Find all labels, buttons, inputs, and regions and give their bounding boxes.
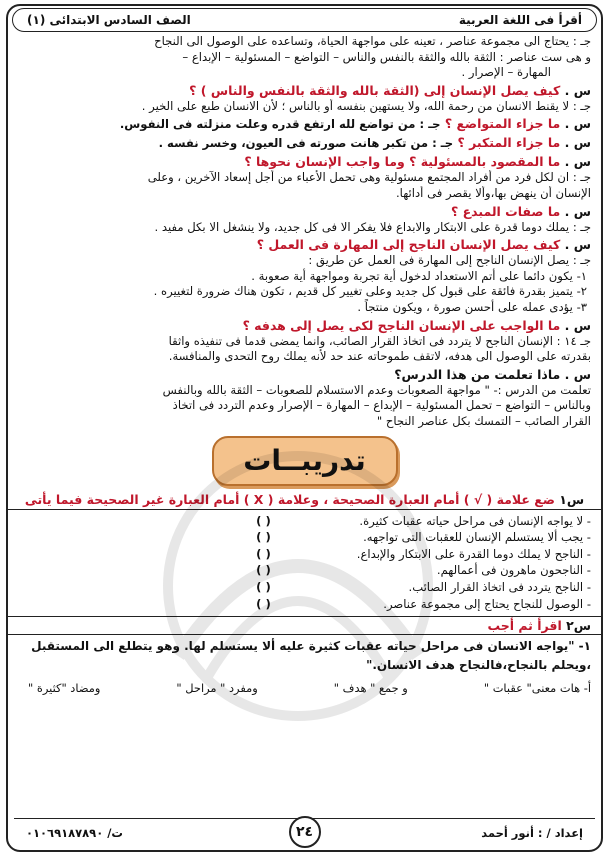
answer-box[interactable]: ( ): [256, 546, 271, 561]
question-marker: س .: [564, 237, 591, 253]
tf-statement: - الوصول للنجاح يحتاج إلى مجموعة عناصر.: [383, 596, 591, 611]
question-6: [18, 236, 591, 253]
question-4: [18, 153, 591, 170]
worksheet-page: [6, 4, 603, 852]
tf-item: [18, 546, 591, 563]
answer-2: جـ : من تواضع لله ارتفع قدره وعلت منزلته فى النفوس.: [119, 117, 441, 132]
answer-4-line-1: جـ : ان لكل فرد من أفراد المجتمع مسئولية وهى تحمل الأعباء من أجل إسعاد الآخرين ، وعلى: [147, 170, 591, 185]
answer-5: جـ : يملك دوما قدرة على الابتكار والابداع فلا يفكر الا فى كل جديد، ولا ينشغل الا بكل مفيد .: [154, 219, 591, 234]
page-number: ٢٤: [289, 816, 321, 848]
exercise-marker: س٢: [566, 617, 591, 633]
exercise-instruction: اقرأ ثم أجب: [487, 617, 562, 633]
exercise-marker: س١: [559, 491, 585, 507]
answer-box[interactable]: ( ): [256, 563, 271, 578]
question-text: ما جزاء المتكبر ؟: [457, 135, 561, 151]
question-2: [18, 115, 591, 133]
question-marker: س .: [564, 317, 591, 333]
subject-title: أقرأ فى اللغة العربية: [458, 13, 582, 27]
summary-line-3: القرار الصائب – التمسك بكل عناصر النجاح ": [376, 413, 591, 428]
grade-title: الصف السادس الابتدائى (١): [27, 13, 191, 27]
answer-box[interactable]: ( ): [256, 579, 271, 594]
intro-line-1: جـ : يحتاج الى مجموعة عناصر ، تعينه على مواجهة الحياة، وتساعده على الوصول الى النجاح: [154, 34, 591, 48]
question-5: [18, 203, 591, 220]
exercise-instruction: ضع علامة ( √ ) أمام العبارة الصحيحة ، وعلامة ( X ) أمام العبارة غير الصحيحة فيما يأتى: [24, 491, 555, 507]
page-footer: [14, 818, 595, 846]
phone-number: ت/ ٠١٠٦٩١٨٧٨٩٠: [26, 825, 123, 840]
question-marker: س .: [564, 366, 591, 382]
question-text: ما جزاء المتواضع ؟: [444, 116, 561, 132]
answer-box[interactable]: ( ): [256, 530, 271, 545]
vocab-singular: ومفرد " مراحل ": [176, 681, 258, 696]
answer-box[interactable]: ( ): [256, 513, 271, 528]
answer-7-line-2: بقدرته على الوصول الى هدفه، لاتقف طموحاته عند حد لأنه يملك روح التحدى والمنافسة.: [168, 349, 591, 364]
intro-line-3: المهارة – الإصرار .: [461, 65, 551, 80]
tf-statement: - يجب ألا يستسلم الإنسان للعقبات التى تواجهه.: [363, 530, 591, 545]
answer-6-item-1: ١- يكون دائما على أتم الاستعداد لدخول أية تجربة ومواجهة أية صعوبة .: [251, 268, 587, 283]
lesson-content: [8, 32, 601, 697]
answer-box[interactable]: ( ): [256, 596, 271, 611]
question-marker: س .: [564, 116, 591, 132]
answer-7-line-1: جـ ١٤ : الإنسان الناجح لا يتردد فى اتخاذ القرار الصائب، وانما يمضى قدما فى تنفيذه واثقا: [168, 333, 591, 348]
exercises-banner: تدريبــات: [212, 436, 398, 486]
true-false-list: [18, 513, 591, 613]
question-marker: س .: [564, 135, 591, 151]
tf-statement: - الناجح لا يملك دوما القدرة على الابتكار والإبداع.: [356, 546, 591, 561]
summary-line-1: تعلمت من الدرس :- " مواجهة الصعوبات وعدم الاستسلام للصعوبات – الثقة بالله وبالنفس: [162, 382, 591, 397]
vocabulary-questions: [18, 681, 591, 697]
tf-statement: - الناجح يتردد فى اتخاذ القرار الصائب.: [408, 579, 591, 594]
answer-6-intro: جـ : يصل الإنسان الناجح إلى المهارة فى العمل عن طريق :: [308, 253, 591, 268]
tf-item: [18, 563, 591, 580]
exercise-1-title: [8, 490, 601, 511]
author-credit: إعداد / : أنور أحمد: [481, 825, 583, 840]
question-marker: س .: [564, 82, 591, 98]
tf-statement: - الناجحون ماهرون فى أعمالهم.: [436, 563, 591, 578]
summary-line-2: وبالناس – التواضع – تحمل المسئولية – الإبداع – المهارة – الإصرار وعدم التردد فى اتخاذ: [172, 398, 591, 413]
question-text: ما صفات المبدع ؟: [450, 203, 561, 219]
tf-item: [18, 579, 591, 596]
answer-6-item-3: ٣- يؤدى عمله على أحسن صورة ، ويكون منتجاً .: [357, 299, 587, 314]
question-text: كيف يصل الإنسان إلى (الثقة بالله والثقة بالنفس والناس ) ؟: [189, 82, 561, 98]
question-1: [18, 82, 591, 99]
answer-4-line-2: الإنسان أن ينهض بها،وألا يقصر فى أدائها.: [396, 185, 591, 200]
question-text: ماذا تعلمت من هذا الدرس؟: [394, 366, 561, 382]
exercise-2-title: [8, 616, 601, 636]
question-8: [18, 366, 591, 383]
vocab-opposite: ومضاد "كثيرة ": [28, 681, 101, 696]
question-text: ما المقصود بالمسئولية ؟ وما واجب الإنسان نحوها ؟: [244, 154, 561, 170]
intro-line-2: و هى ست عناصر : الثقة بالله والثقة بالنفس والناس – التواضع – المسئولية – الإبداع –: [182, 49, 591, 64]
question-marker: س .: [564, 154, 591, 170]
question-7: [18, 317, 591, 334]
question-3: [18, 134, 591, 152]
answer-1: جـ : لا يقنط الانسان من رحمة الله، ولا يستهين بنفسه أو بالناس ؛ لأن الانسان طبع على الخير .: [141, 98, 591, 113]
question-marker: س .: [564, 203, 591, 219]
tf-item: [18, 596, 591, 613]
question-text: كيف يصل الإنسان الناجح إلى المهارة فى العمل ؟: [256, 237, 561, 253]
exercises-banner-wrap: [18, 436, 591, 486]
reading-passage: ١- "يواجه الانسان فى مراحل حياته عقبات كثيرة عليه ألا يستسلم لها. وهو يتطلع الى المستقبل ،ويحلم بالنجاح،فالنجاح هدف الانسان.": [31, 639, 591, 673]
tf-item: [18, 513, 591, 530]
tf-statement: - لا يواجه الإنسان فى مراحل حياته عقبات كثيرة.: [359, 513, 591, 528]
question-text: ما الواجب على الإنسان الناجح لكى يصل إلى هدفه ؟: [242, 317, 561, 333]
answer-3: جـ : من تكبر هانت صورته فى العيون، وخسر نفسه .: [158, 136, 454, 151]
vocab-plural: و جمع " هدف ": [333, 681, 408, 696]
tf-item: [18, 530, 591, 547]
vocab-meaning: أ- هات معنى" عقبات ": [483, 681, 591, 696]
answer-6-item-2: ٢- يتميز بقدرة فائقة على قبول كل جديد وعلى تغيير كل قديم ، تكون هناك ضرورة لتغييره .: [153, 284, 587, 299]
page-header: [12, 8, 597, 32]
